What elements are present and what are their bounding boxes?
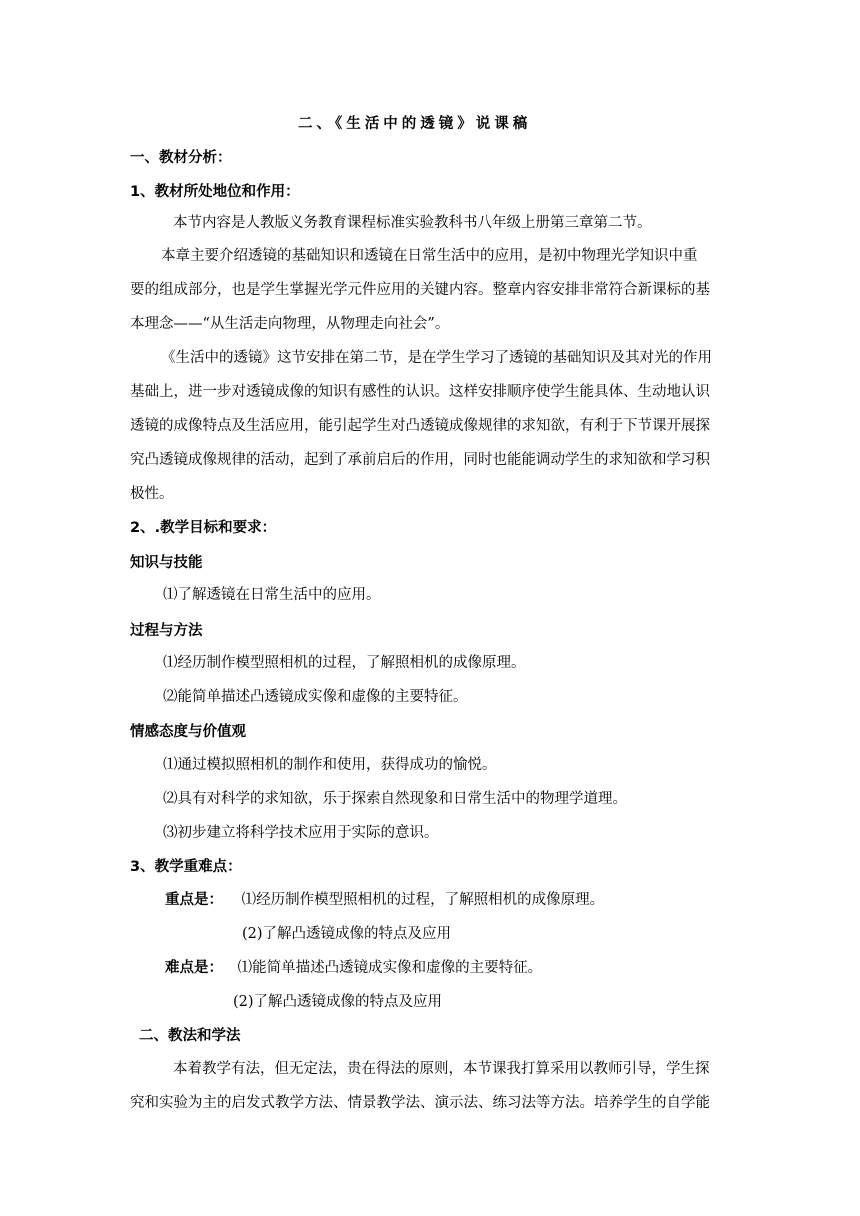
- paragraph-line: 《生活中的透镜》这节安排在第二节，是在学生学习了透镜的基础知识及其对光的作用: [161, 350, 712, 366]
- subsection-1-heading: 1、教材所处地位和作用：: [130, 184, 300, 200]
- list-item: ⑵能简单描述凸透镜成实像和虚像的主要特征。: [163, 689, 468, 705]
- paragraph-line: 本理念——“从生活走向物理，从物理走向社会”。: [130, 316, 450, 332]
- paragraph-line: 透镜的成像特点及生活应用，能引起学生对凸透镜成像规律的求知欲，有利于下节课开展探: [130, 418, 710, 434]
- paragraph-line: 究凸透镜成像规律的活动，起到了承前启后的作用，同时也能能调动学生的求知欲和学习积: [130, 452, 710, 468]
- key-points-row: [165, 890, 604, 910]
- key-point-item: ⑴经历制作模型照相机的过程，了解照相机的成像原理。: [241, 892, 605, 908]
- paragraph-line: 本着教学有法，但无定法，贵在得法的原则，本节课我打算采用以教师引导，学生探: [173, 1061, 710, 1077]
- paragraph-line: 要的组成部分，也是学生掌握光学元件应用的关键内容。整章内容安排非常符合新课标的基: [130, 282, 710, 298]
- key-point-item: (2)了解凸透镜成像的特点及应用: [242, 926, 452, 942]
- paragraph-line: 极性。: [130, 486, 174, 502]
- list-item: ⑵具有对科学的求知欲，乐于探索自然现象和日常生活中的物理学道理。: [163, 791, 627, 807]
- process-heading: 过程与方法: [130, 623, 203, 639]
- difficult-points-label: 难点是：: [165, 960, 223, 976]
- difficult-point-item: (2)了解凸透镜成像的特点及应用: [233, 994, 443, 1010]
- paragraph-line: 本节内容是人教版义务教育课程标准实验教科书八年级上册第三章第二节。: [173, 215, 652, 231]
- list-item: ⑴了解透镜在日常生活中的应用。: [163, 587, 381, 603]
- paragraph-line: 基础上，进一步对透镜成像的知识有感性的认识。这样安排顺序使学生能具体、生动地认识: [130, 384, 710, 400]
- list-item: ⑶初步建立将科学技术应用于实际的意识。: [163, 825, 439, 841]
- list-item: ⑴通过模拟照相机的制作和使用，获得成功的愉悦。: [163, 757, 497, 773]
- knowledge-heading: 知识与技能: [130, 555, 203, 571]
- emotion-heading: 情感态度与价值观: [130, 724, 246, 740]
- key-points-label: 重点是：: [165, 892, 223, 908]
- subsection-2-heading: 2、.教学目标和要求：: [130, 520, 277, 536]
- list-item: ⑴经历制作模型照相机的过程，了解照相机的成像原理。: [163, 655, 526, 671]
- paragraph-line: 本章主要介绍透镜的基础知识和透镜在日常生活中的应用，是初中物理光学知识中重: [161, 248, 698, 264]
- difficult-point-item: ⑴能简单描述凸透镜成实像和虚像的主要特征。: [237, 960, 543, 976]
- difficult-points-row: [165, 958, 542, 978]
- section-1-heading: 一、教材分析：: [130, 150, 232, 166]
- section-2-heading: 二、教法和学法: [139, 1028, 241, 1044]
- subsection-3-heading: 3、教学重难点：: [130, 859, 242, 875]
- page-title: 二、《生活中的透镜》说课稿: [298, 116, 532, 132]
- paragraph-line: 究和实验为主的启发式教学方法、情景教学法、演示法、练习法等方法。培养学生的自学能: [130, 1095, 710, 1111]
